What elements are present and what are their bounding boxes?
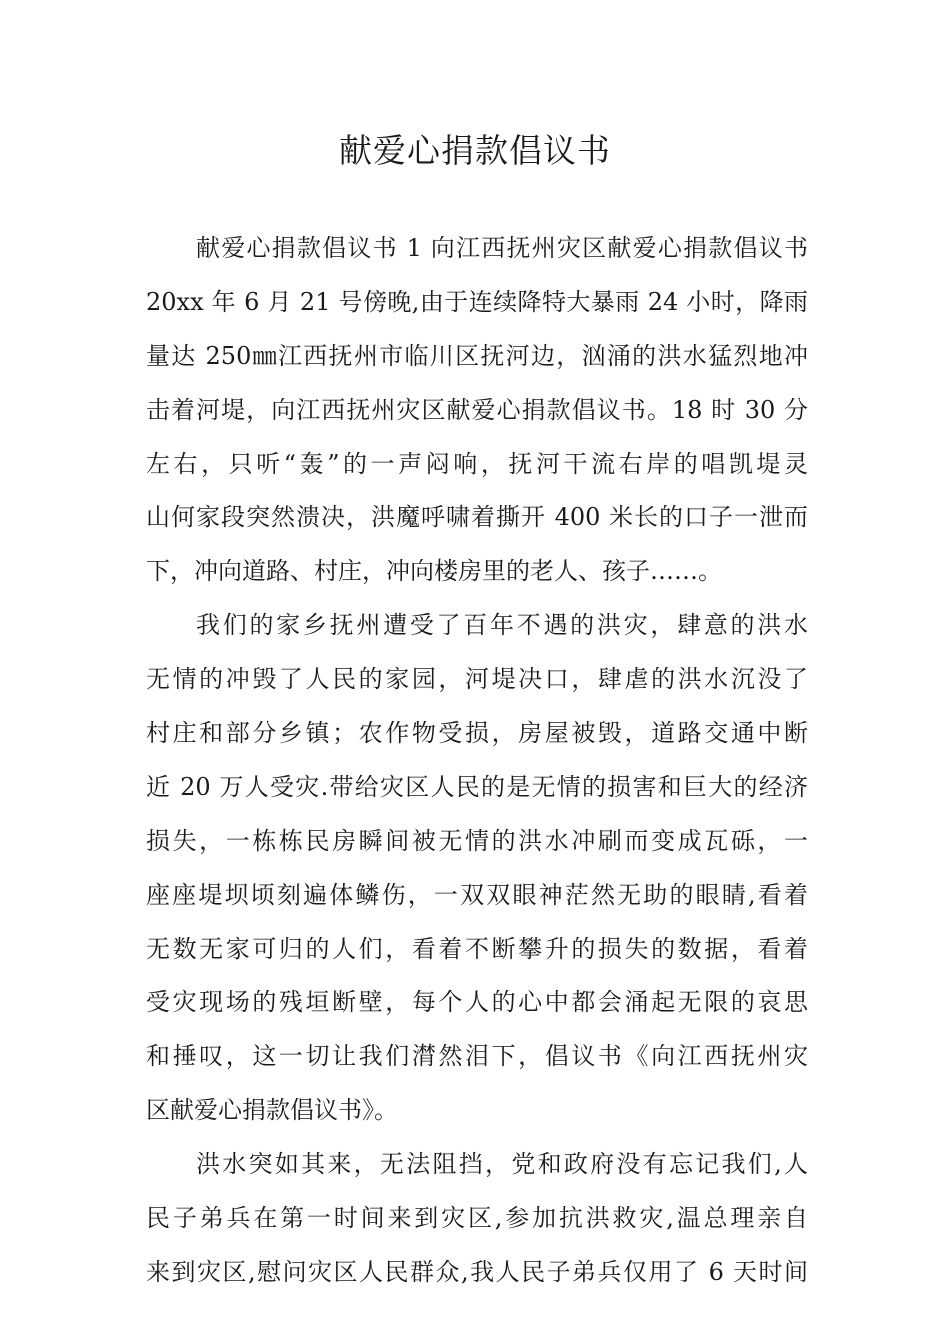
paragraph-3-line: 来到灾区,慰问灾区人民群众,我人民子弟兵仅用了 6 天时间 xyxy=(146,1257,808,1286)
paragraph-1-line: 量达 250㎜江西抚州市临川区抚河边，汹涌的洪水猛烈地冲 xyxy=(146,341,808,370)
paragraph-2-line: 和捶叹，这一切让我们潸然泪下，倡议书《向江西抚州灾 xyxy=(146,1042,808,1071)
paragraph-2-line: 村庄和部分乡镇；农作物受损，房屋被毁，道路交通中断 xyxy=(146,719,808,748)
document-body xyxy=(146,222,808,1300)
paragraph-3-line: 民子弟兵在第一时间来到灾区,参加抗洪救灾,温总理亲自 xyxy=(146,1204,808,1233)
paragraph-1-line: 20xx 年 6 月 21 号傍晚,由于连续降特大暴雨 24 小时，降雨 xyxy=(146,287,808,316)
paragraph-2-line: 无情的冲毁了人民的家园，河堤决口，肆虐的洪水沉没了 xyxy=(146,665,808,694)
paragraph-3-line: 洪水突如其来，无法阻挡，党和政府没有忘记我们,人 xyxy=(196,1150,808,1179)
paragraph-1-line: 下，冲向道路、村庄，冲向楼房里的老人、孩子……。 xyxy=(146,557,722,586)
paragraph-2-line: 受灾现场的残垣断壁，每个人的心中都会涌起无限的哀思 xyxy=(146,988,808,1017)
paragraph-2-line: 区献爱心捐款倡议书》。 xyxy=(146,1096,398,1125)
paragraph-1-line: 左右，只听“轰”的一声闷响，抚河干流右岸的唱凯堤灵 xyxy=(146,449,808,478)
paragraph-1-line: 献爱心捐款倡议书 1 向江西抚州灾区献爱心捐款倡议书 xyxy=(196,234,808,262)
document-title: 献爱心捐款倡议书 xyxy=(339,131,611,170)
paragraph-1-line: 山何家段突然溃决，洪魔呼啸着撕开 400 米长的口子一泄而 xyxy=(146,503,808,532)
paragraph-2-line: 座座堤坝顷刻遍体鳞伤，一双双眼神茫然无助的眼睛,看着 xyxy=(146,880,808,909)
paragraph-2-line: 近 20 万人受灾.带给灾区人民的是无情的损害和巨大的经济 xyxy=(146,772,808,801)
paragraph-2-line: 无数无家可归的人们，看着不断攀升的损失的数据，看着 xyxy=(146,934,808,963)
paragraph-2-line: 我们的家乡抚州遭受了百年不遇的洪灾，肆意的洪水 xyxy=(196,611,808,640)
paragraph-1-line: 击着河堤，向江西抚州灾区献爱心捐款倡议书。18 时 30 分 xyxy=(146,395,808,424)
paragraph-2-line: 损失，一栋栋民房瞬间被无情的洪水冲刷而变成瓦砾，一 xyxy=(146,826,808,855)
